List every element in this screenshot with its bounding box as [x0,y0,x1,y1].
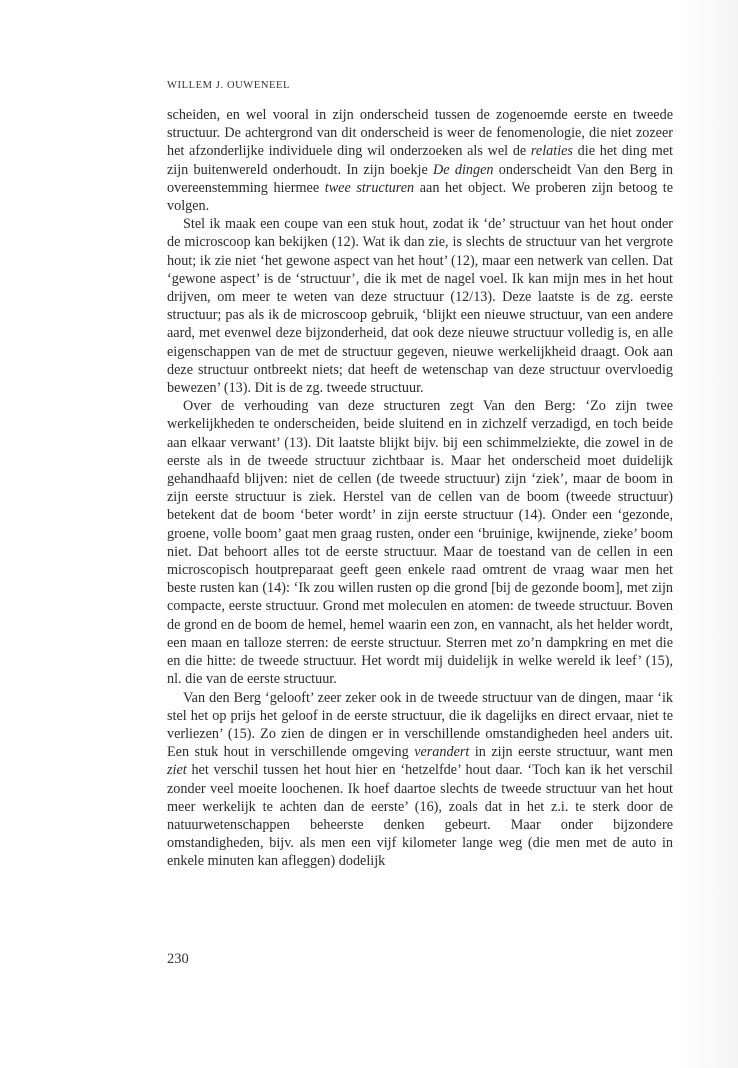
text-run: aan het object. We proberen zijn betoog te volgen. [167,179,674,215]
body-text [167,106,673,871]
page-edge-shadow [678,0,738,1068]
paragraph-3 [167,397,673,688]
text-run: Stel ik maak een coupe van een stuk hout, zodat ik ‘de’ structuur van het hout onder de microscoop kan bekijken (12). Wat ik dan zie, is slechts de structuur van het vergrote hout; ik zie niet ‘het gewone aspect van het hout’ (12), maar een netwerk van cellen. Dat ‘gewone aspect’ is de ‘structuur’, die ik met de nagel voel. Ik kan mijn mes in het hout drijven, om meer te weten van deze structuur (12/13). Deze laatste is de zg. eerste structuur; pas als ik de microscoop gebruik, ‘blijkt een nieuwe structuur, van een andere aard, met evenwel deze bijzonderheid, dat ook deze nieuwe structuur volledig is, en alle eigenschappen van de met de structuur gegeven, nieuwe werkelijkheid draagt. Ook aan deze structuur ontbreekt niets; dat heeft de wetenschap van deze structuur overvloedig bewezen’ (13). Dit is de zg. tweede structuur. [167,216,673,397]
text-run: Van den Berg ‘gelooft’ zeer zeker ook in de tweede structuur van de dingen, maar ‘ik stel het op prijs het geloof in de eerste structuur, die ik dagelijks en direct ervaar, niet te verliezen’ (15). Zo zien de dingen er in verschillende omstandigheden heel anders uit. Een stuk hout in verschillende omgeving [167,689,673,761]
italic-run: verandert [414,744,470,761]
text-run: die het ding met zijn buitenwereld onderhoudt. In zijn boekje [167,143,673,178]
italic-run: twee structuren [324,179,415,196]
paragraph-2 [167,215,673,397]
italic-run: De dingen [433,161,494,178]
text-run: het verschil tussen het hout hier en ‘hetzelfde’ hout daar. ‘Toch kan ik het verschil zonder veel moeite loochenen. Ik hoef daartoe slechts de tweede structuur van het hout meer werkelijk te achten dan de eerste’ (16), zoals dat in het z.i. te sterk door de natuurwetenschappen beheerste denken gebeurt. Maar onder bijzondere omstandigheden, bijv. als men een vijf kilometer lange weg (die men met de auto in enkele minuten kan afleggen) dodelijk [167,762,673,870]
paragraph-4 [167,689,673,871]
text-run: in zijn eerste structuur, want men [469,744,673,761]
text-run: scheiden, en wel vooral in zijn onderscheid tussen de zogenoemde eerste en tweede structuur. De achtergrond van dit onderscheid is weer de fenomenologie, die niet zozeer het afzonderlijke individuele ding wil onderzoeken als wel de [167,107,673,160]
text-run: onderscheidt Van den Berg in overeenstemming hiermee [167,161,673,196]
page-number: 230 [167,951,189,967]
italic-run: relaties [530,143,573,160]
running-head: WILLEM J. OUWENEEL [167,80,291,91]
italic-run: ziet [167,762,187,779]
text-run: Over de verhouding van deze structuren zegt Van den Berg: ‘Zo zijn twee werkelijkheden te onderscheiden, beide sluitend en in zichzelf verzadigd, en toch beide aan elkaar verwant’ (13). Dit laatste blijkt bijv. bij een schimmelziekte, die zowel in de eerste als in de tweede structuur zichtbaar is. Maar het onderscheid moet duidelijk gehandhaafd blijven: niet de cellen (de tweede structuur) zijn ‘ziek’, maar de boom in zijn eerste structuur is ziek. Herstel van de cellen van de boom (tweede structuur) betekent dat de boom ‘beter wordt’ in zijn eerste structuur (14). Onder een ‘gezonde, groene, volle boom’ gaat men graag rusten, onder een ‘bruinige, kwijnende, zieke’ boom niet. Dat behoort alles tot de eerste structuur. Maar de toestand van de cellen in een microscopisch houtpreparaat geeft geen enkele raad omtrent de vraag waar men het beste rusten kan (14): ‘Ik zou willen rusten op die grond [bij de gezonde boom], met zijn compacte, eerste structuur. Grond met moleculen en atomen: de tweede structuur. Boven de grond en de boom de hemel, hemel waarin een zon, en vannacht, als het helder wordt, een maan en talloze sterren: de eerste structuur. Sterren met zo’n dampkring en met die en die hitte: de tweede structuur. Het wordt mij duidelijk in welke wereld ik leef’ (15), nl. die van de eerste structuur. [167,398,673,688]
paragraph-1 [167,106,673,215]
